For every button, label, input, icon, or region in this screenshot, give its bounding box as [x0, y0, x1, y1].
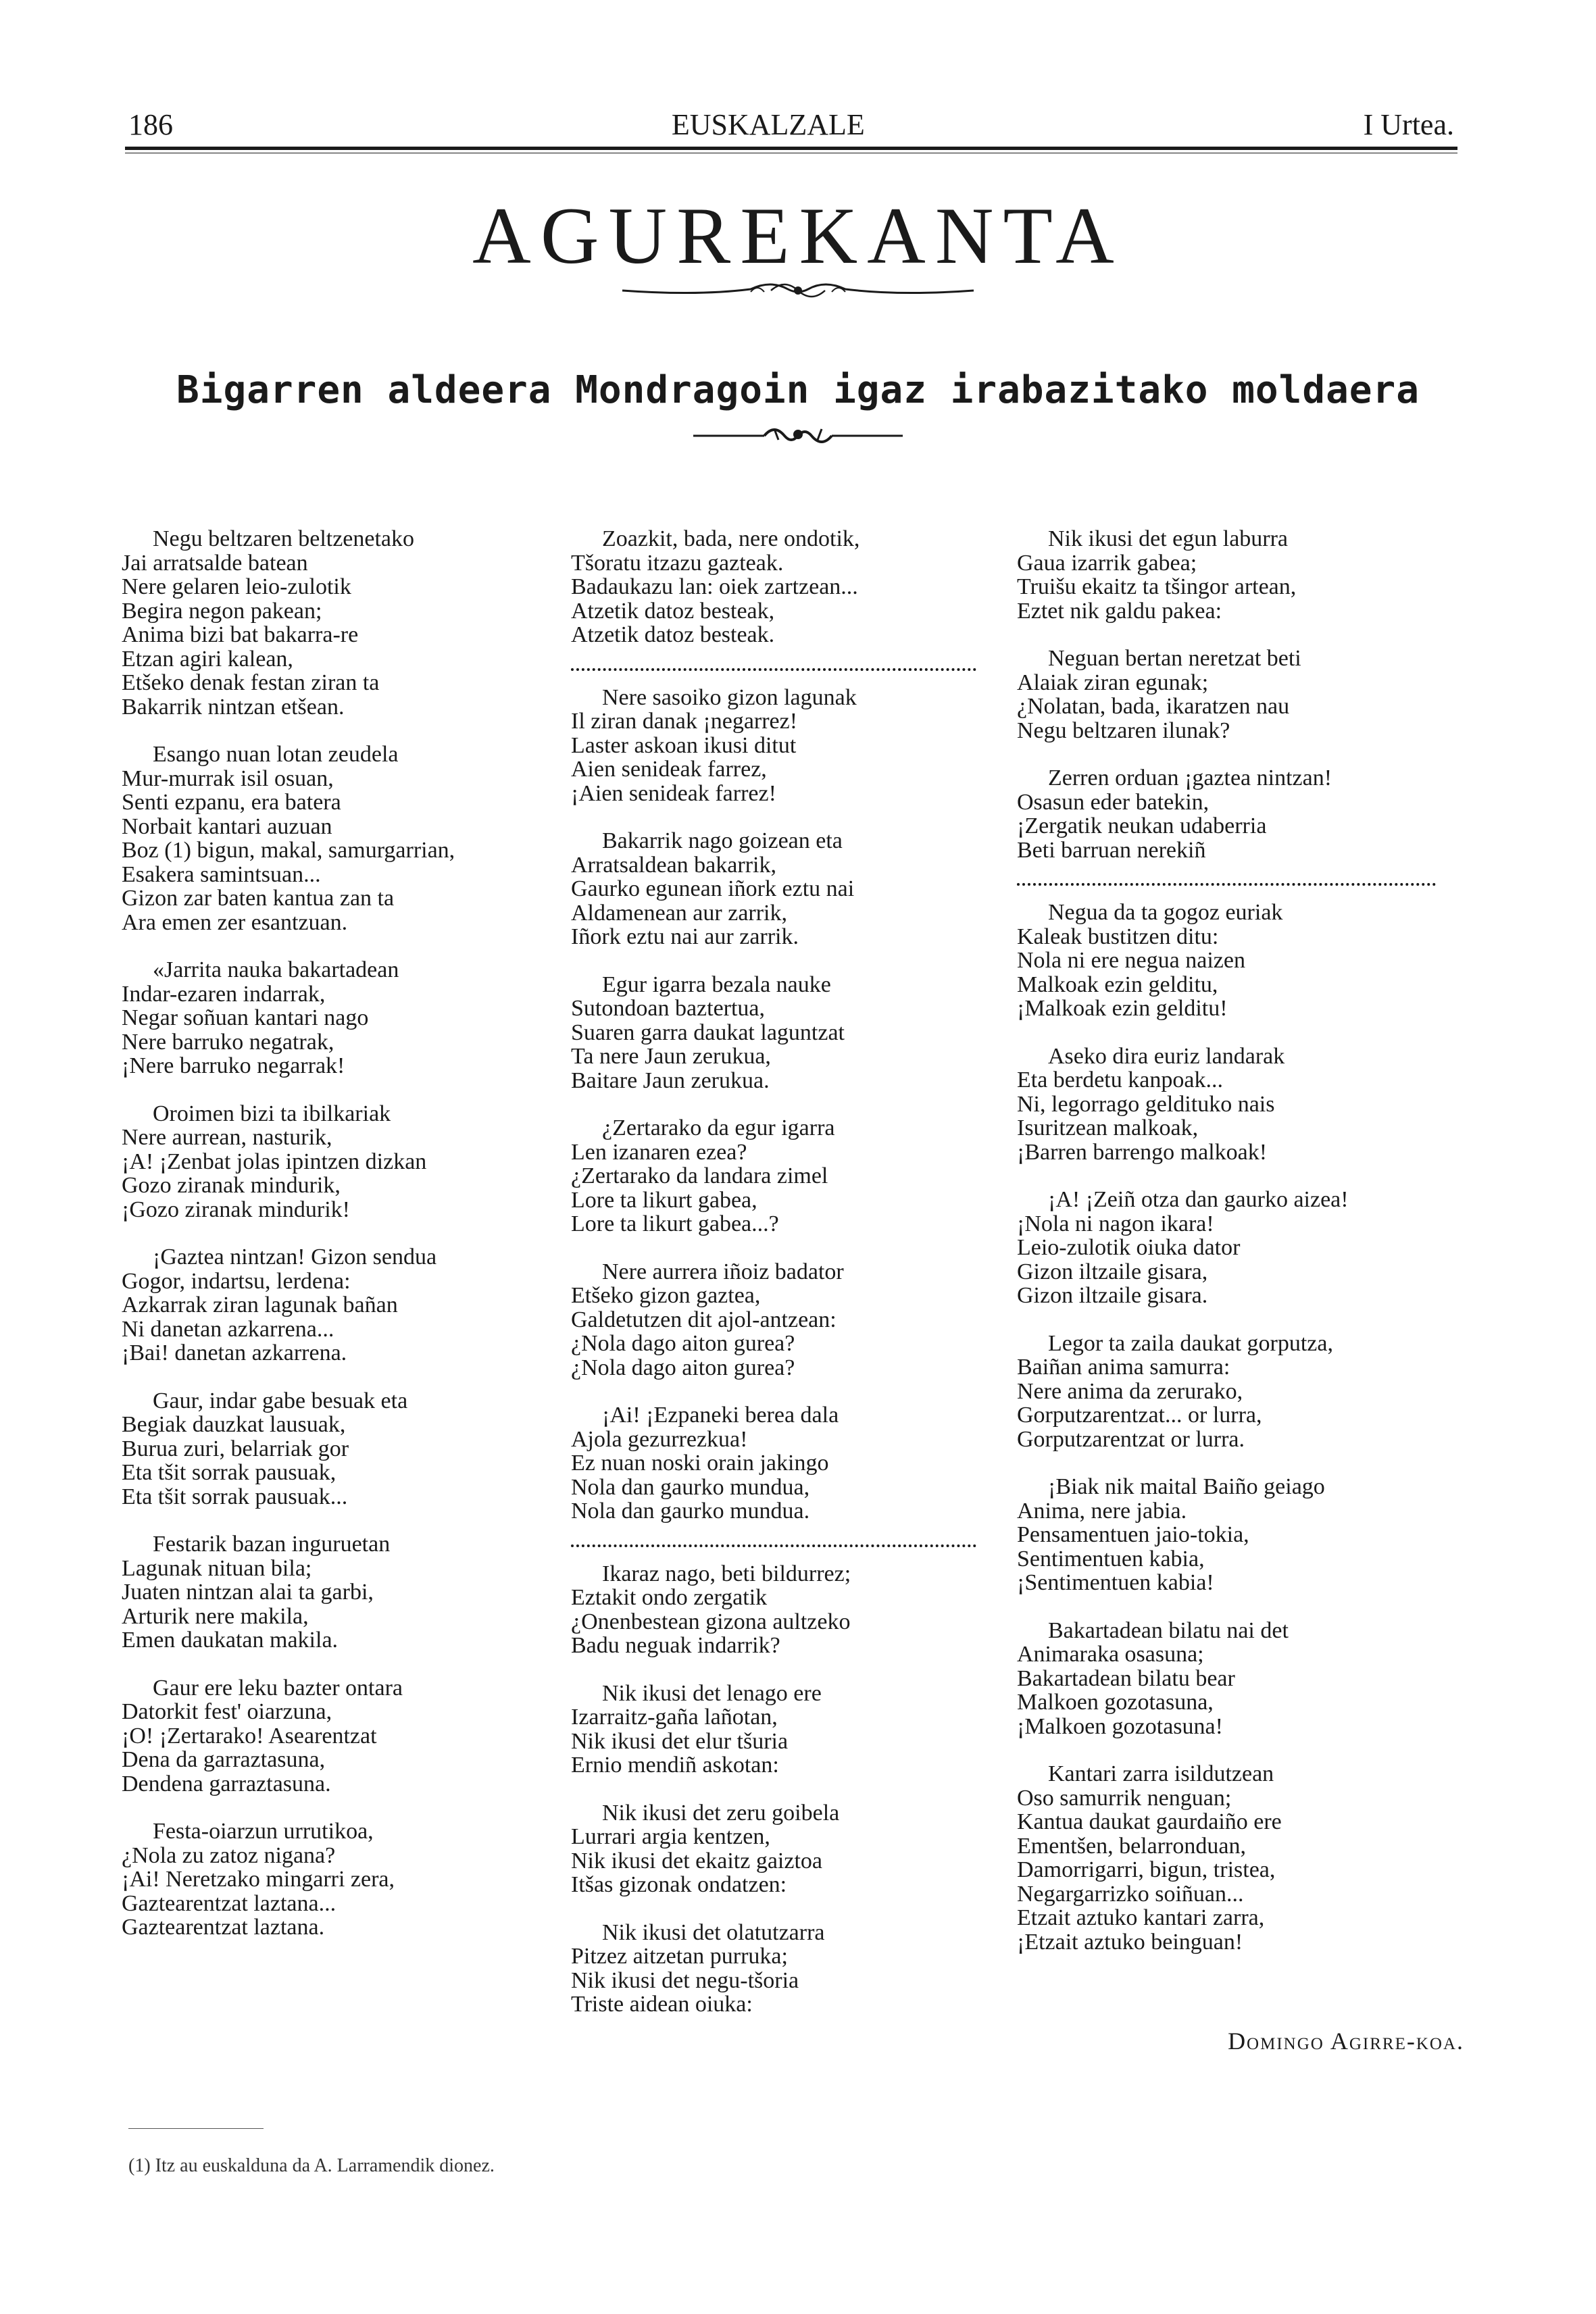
stanza [571, 1801, 1003, 1897]
header-rule-thick [125, 147, 1457, 150]
verse-line: Gizon iltzaile gisara. [1017, 1283, 1208, 1308]
verse-line: Anima bizi bat bakarra-re [122, 622, 359, 647]
verse-line: Oso samurrik nenguan; [1017, 1785, 1232, 1811]
verse-line: Eztet nik galdu pakea: [1017, 598, 1222, 624]
verse-line: Ernio mendiñ askotan: [571, 1753, 779, 1778]
stanza [122, 527, 568, 719]
poem-column-2 [571, 527, 1003, 2040]
stanza [571, 1921, 1003, 2017]
verse-line: Aseko dira euriz landarak [1048, 1043, 1285, 1069]
running-header [128, 101, 1454, 142]
verse-line: Legor ta zaila daukat gorputza, [1048, 1330, 1333, 1356]
verse-line: Nere aurrean, nasturik, [122, 1125, 332, 1150]
verse-line: Baiñan anima samurra: [1017, 1355, 1230, 1380]
verse-line: ¡Gaztea nintzan! Gizon sendua [153, 1244, 437, 1269]
verse-line: Leio-zulotik oiuka dator [1017, 1235, 1241, 1260]
verse-line: Gaua izarrik gabea; [1017, 550, 1197, 576]
verse-line: Truišu ekaitz ta tšingor artean, [1017, 574, 1297, 599]
verse-line: Iñork eztu nai aur zarrik. [571, 924, 799, 949]
verse-line: ¡A! ¡Zenbat jolas ipintzen dizkan [122, 1149, 427, 1174]
verse-line: ¡Aien senideak farrez! [571, 780, 776, 806]
verse-line: Len izanaren ezea? [571, 1139, 747, 1165]
stanza [122, 1245, 568, 1365]
verse-line: Neguan bertan neretzat beti [1048, 646, 1301, 671]
verse-line: Zoazkit, bada, nere ondotik, [602, 526, 860, 551]
stanza [571, 1562, 1003, 1658]
stanza [122, 743, 568, 934]
stanza-separator [571, 1544, 976, 1547]
stanza [571, 1260, 1003, 1380]
subtitle-ornament [0, 422, 1596, 450]
verse-line: Triste aidean oiuka: [571, 1992, 753, 2017]
journal-name: EUSKALZALE [671, 108, 865, 141]
verse-line: Zerren orduan ¡gaztea nintzan! [1048, 765, 1332, 790]
verse-line: Nere barruko negatrak, [122, 1029, 334, 1055]
verse-line: Nola ni ere negua naizen [1017, 948, 1245, 973]
page-number: 186 [128, 108, 173, 141]
verse-line: Isuritzean malkoak, [1017, 1115, 1199, 1140]
verse-line: Galdetutzen dit ajol-antzean: [571, 1307, 837, 1332]
verse-line: Negar soñuan kantari nago [122, 1005, 369, 1030]
verse-line: Nik ikusi det zeru goibela [602, 1800, 840, 1826]
verse-line: ¡Nere barruko negarrak! [122, 1053, 345, 1078]
verse-line: Kantua daukat gaurdaiño ere [1017, 1809, 1282, 1834]
verse-line: Nik ikusi det elur tšuria [571, 1728, 789, 1754]
verse-line: Osasun eder batekin, [1017, 789, 1210, 815]
verse-line: Gaurko egunean iñork eztu nai [571, 876, 855, 901]
verse-line: Oroimen bizi ta ibilkariak [153, 1101, 391, 1126]
stanza [571, 686, 1003, 806]
poem-subtitle: Bigarren aldeera Mondragoin igaz irabazitako moldaera [176, 368, 1420, 412]
verse-line: Gaur ere leku bazter ontara [153, 1675, 403, 1701]
verse-line: Eta tšit sorrak pausuak... [122, 1484, 348, 1509]
verse-line: Pitzez aitzetan purruka; [571, 1944, 788, 1969]
stanza [1017, 527, 1463, 623]
verse-line: Eta berdetu kanpoak... [1017, 1067, 1223, 1092]
verse-line: Bakarrik nintzan etšean. [122, 694, 345, 720]
verse-line: Gorputzarentzat... or lurra, [1017, 1403, 1262, 1428]
verse-line: Nik ikusi det olatutzarra [602, 1919, 825, 1945]
verse-line: Gorputzarentzat or lurra. [1017, 1426, 1245, 1452]
stanza [1017, 1619, 1463, 1739]
verse-line: Kaleak bustitzen ditu: [1017, 924, 1219, 949]
stanza [571, 527, 1003, 647]
verse-line: Gaztearentzat laztana... [122, 1890, 336, 1916]
verse-line: Gozo ziranak mindurik, [122, 1173, 341, 1198]
verse-line: Bakarrik nago goizean eta [602, 828, 843, 853]
verse-line: Badu neguak indarrik? [571, 1633, 780, 1658]
author-signature: Domingo Agirre-koa. [1228, 2028, 1464, 2055]
verse-line: Senti ezpanu, era batera [122, 790, 341, 815]
verse-line: Bakartadean bilatu nai det [1048, 1617, 1289, 1643]
stanza [122, 1389, 568, 1509]
verse-line: Ni danetan azkarrena... [122, 1316, 334, 1342]
verse-line: Arratsaldean bakarrik, [571, 852, 776, 878]
verse-line: ¡Bai! danetan azkarrena. [122, 1340, 347, 1365]
verse-line: Ikaraz nago, beti bildurrez; [602, 1561, 851, 1586]
verse-line: ¡Ai! ¡Ezpaneki berea dala [602, 1403, 839, 1428]
verse-line: Gogor, indartsu, lerdena: [122, 1268, 351, 1294]
verse-line: Badaukazu lan: oiek zartzean... [571, 574, 858, 599]
verse-line: Eztakit ondo zergatik [571, 1585, 768, 1610]
verse-line: Ni, legorrago gelditukо nais [1017, 1091, 1275, 1117]
stanza [1017, 901, 1463, 1021]
stanza [122, 1676, 568, 1796]
verse-line: Laster askoan ikusi ditut [571, 732, 797, 758]
verse-line: Anima, nere jabia. [1017, 1498, 1187, 1524]
verse-line: «Jarrita nauka bakartadean [153, 957, 399, 982]
verse-line: Nik ikusi det egun laburra [1048, 526, 1289, 551]
stanza [122, 1532, 568, 1653]
verse-line: Atzetik datoz besteak, [571, 598, 775, 624]
stanza [571, 829, 1003, 949]
stanza [1017, 1332, 1463, 1452]
verse-line: Bakartadean bilatu bear [1017, 1665, 1235, 1691]
stanza-separator [1017, 883, 1436, 886]
verse-line: Aien senideak farrez, [571, 757, 767, 782]
verse-line: Lore ta likurt gabea...? [571, 1211, 779, 1236]
verse-line: ¡O! ¡Zertarako! Asearentzat [122, 1723, 377, 1749]
verse-line: Malkoen gozotasuna, [1017, 1690, 1214, 1715]
stanza [571, 973, 1003, 1093]
verse-line: Malkoak ezin gelditu, [1017, 972, 1218, 997]
verse-line: Festarik bazan inguruetan [153, 1532, 391, 1557]
verse-line: Lagunak nituan bila; [122, 1555, 312, 1581]
verse-line: Dena da garraztasuna, [122, 1747, 326, 1772]
verse-line: Alaiak ziran egunak; [1017, 670, 1209, 695]
verse-line: ¡Etzait aztuko beinguan! [1017, 1929, 1243, 1955]
verse-line: Nik ikusi det negu-tšoria [571, 1967, 799, 1993]
verse-line: Negu beltzaren beltzenetako [153, 526, 415, 551]
verse-line: Negu beltzaren ilunak? [1017, 718, 1230, 743]
verse-line: Begira negon pakean; [122, 598, 322, 624]
verse-line: Esakera samintsuan... [122, 861, 321, 887]
verse-line: Nere gelaren leio-zulotik [122, 574, 351, 599]
stanza [1017, 1762, 1463, 1954]
verse-line: Pensamentuen jaio-tokia, [1017, 1522, 1249, 1547]
verse-line: Nola dan gaurko mundua, [571, 1474, 810, 1500]
verse-line: ¡Malkoak ezin geldituǃ [1017, 996, 1228, 1021]
verse-line: Ementšen, belarronduan, [1017, 1833, 1246, 1859]
volume-label: I Urtea. [1363, 108, 1454, 141]
verse-line: ¿Nolatan, bada, ikaratzen nau [1017, 694, 1290, 719]
verse-line: Azkarrak ziran lagunak bañan [122, 1292, 398, 1317]
verse-line: Ta nere Jaun zerukua, [571, 1044, 771, 1069]
stanza-separator [571, 668, 976, 671]
poem-column-1 [122, 527, 568, 1963]
verse-line: Izarraitz-gaña lañotan, [571, 1705, 778, 1730]
verse-line: Etšeko gizon gaztea, [571, 1283, 761, 1308]
verse-line: Egur igarra bezala nauke [602, 972, 831, 997]
verse-line: ¿Nola zu zatoz nigana? [122, 1842, 336, 1868]
title-ornament [0, 277, 1596, 307]
verse-line: Boz (1) bigun, makal, samurgarrian, [122, 838, 455, 863]
verse-line: Dendena garraztasuna. [122, 1771, 331, 1796]
verse-line: Baitare Jaun zerukua. [571, 1067, 770, 1093]
stanza [1017, 766, 1463, 862]
verse-line: Festa-oiarzun urrutikoa, [153, 1819, 374, 1844]
verse-line: Suaren garra daukat laguntzat [571, 1020, 845, 1045]
verse-line: Etzait aztuko kantari zarra, [1017, 1905, 1265, 1930]
verse-line: Nere aurrera iñoiz badator [602, 1259, 844, 1284]
verse-line: ¡Ai! Neretzako mingarri zera, [122, 1867, 395, 1892]
verse-line: Burua zuri, belarriak gor [122, 1436, 349, 1461]
verse-line: Nik ikusi det lenago ere [602, 1680, 822, 1706]
verse-line: Gizon zar baten kantua zan ta [122, 886, 395, 911]
poem-title: AGUREKANTA [472, 191, 1124, 280]
verse-line: Indar-ezaren indarrak, [122, 981, 326, 1007]
verse-line: ¡Zergatik neukan udaberria [1017, 813, 1267, 838]
verse-line: Beti barruan nerekiñ [1017, 837, 1206, 863]
stanza [571, 1116, 1003, 1236]
verse-line: Eta tšit sorrak pausuak, [122, 1460, 336, 1485]
verse-line: Negargarrizko soiñuan... [1017, 1881, 1244, 1907]
stanza [122, 1102, 568, 1222]
stanza [1017, 1045, 1463, 1165]
footnote-rule [128, 2128, 264, 2129]
verse-line: Tšoratu itzazu gazteak. [571, 550, 784, 576]
verse-line: ¿Nola dago aiton gurea? [571, 1331, 795, 1356]
verse-line: ¡Malkoen gozotasuna! [1017, 1713, 1223, 1739]
footnote: (1) Itz au euskalduna da A. Larramendik dionez. [128, 2155, 495, 2176]
stanza [571, 1403, 1003, 1524]
verse-line: ¡A! ¡Zeiñ otza dan gaurko aizea! [1048, 1187, 1349, 1212]
stanza [1017, 1188, 1463, 1308]
verse-line: Negua da ta gogoz euriak [1048, 900, 1283, 925]
verse-line: Il ziran danak ¡negarrez! [571, 709, 798, 734]
verse-line: ¿Zertarako da egur igarra [602, 1115, 835, 1140]
verse-line: ¡Nola ni nagon ikara! [1017, 1211, 1214, 1236]
verse-line: Mur-murrak isil osuan, [122, 765, 334, 791]
verse-line: Arturik nere makila, [122, 1603, 309, 1629]
verse-line: Nola dan gaurko mundua. [571, 1499, 810, 1524]
stanza [571, 1682, 1003, 1778]
verse-line: Gizon iltzaile gisara, [1017, 1259, 1208, 1284]
verse-line: Lore ta likurt gabea, [571, 1187, 757, 1213]
verse-line: Norbait kantari auzuan [122, 813, 332, 839]
verse-line: ¿Onenbestean gizona aultzeko [571, 1609, 851, 1634]
verse-line: Animaraka osasuna; [1017, 1642, 1204, 1667]
verse-line: Kantari zarra isildutzean [1048, 1761, 1274, 1786]
verse-line: Etšeko denak festan ziran ta [122, 670, 380, 695]
stanza [122, 958, 568, 1078]
verse-line: Juaten nintzan alai ta garbi, [122, 1580, 374, 1605]
verse-line: Nere sasoiko gizon lagunak [602, 684, 857, 710]
verse-line: Nik ikusi det ekaitz gaiztoa [571, 1848, 822, 1873]
verse-line: Damorrigarri, bigun, tristea, [1017, 1857, 1276, 1882]
verse-line: ¿Zertarako da landara zimel [571, 1163, 828, 1188]
verse-line: Ara emen zer esantzuan. [122, 909, 348, 935]
verse-line: ¡Gozo ziranak mindurik! [122, 1197, 350, 1222]
verse-line: Gaur, indar gabe besuak eta [153, 1388, 408, 1413]
verse-line: Sentimentuen kabia, [1017, 1546, 1205, 1571]
verse-line: ¡Sentimentuen kabia! [1017, 1570, 1214, 1595]
stanza [1017, 647, 1463, 743]
verse-line: ¡Barren barrengo malkoak! [1017, 1139, 1268, 1165]
poem-column-3 [1017, 527, 1463, 1978]
stanza [1017, 1475, 1463, 1595]
verse-line: ¡Biak nik maital Baiño geiago [1048, 1474, 1325, 1499]
verse-line: Aldamenean aur zarrik, [571, 900, 787, 926]
verse-line: Ez nuan noski orain jakingo [571, 1451, 829, 1476]
verse-line: Itšas gizonak ondatzen: [571, 1872, 787, 1897]
verse-line: ¿Nola dago aiton gurea? [571, 1355, 795, 1380]
verse-line: Ajola gezurrezkua! [571, 1426, 748, 1452]
verse-line: Etzan agiri kalean, [122, 646, 293, 672]
verse-line: Esango nuan lotan zeudela [153, 742, 399, 767]
verse-line: Jai arratsalde batean [122, 550, 308, 576]
verse-line: Lurrari argia kentzen, [571, 1824, 770, 1849]
verse-line: Atzetik datoz besteak. [571, 622, 775, 647]
stanza [122, 1819, 568, 1940]
verse-line: Nere anima da zerurako, [1017, 1378, 1243, 1404]
verse-line: Gaztearentzat laztana. [122, 1915, 325, 1940]
verse-line: Sutondoan baztertua, [571, 996, 766, 1021]
verse-line: Datorkit fest' oiarzuna, [122, 1699, 332, 1724]
verse-line: Emen daukatan makila. [122, 1628, 339, 1653]
verse-line: Begiak dauzkat lausuak, [122, 1412, 346, 1437]
